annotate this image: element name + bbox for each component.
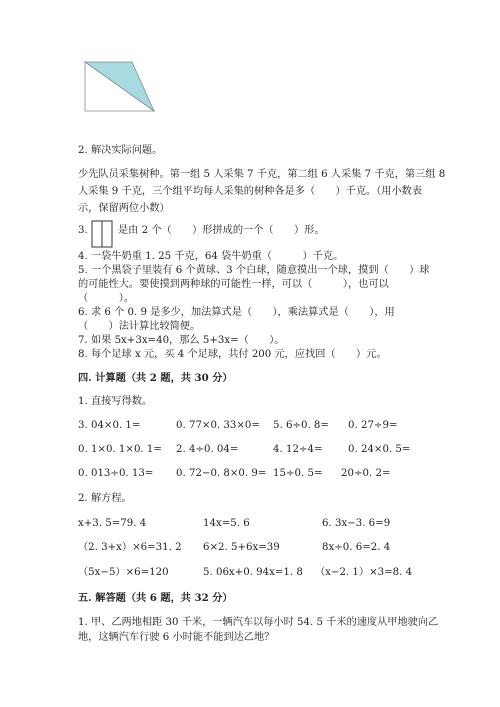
q2-line-1: 少先队员采集树种。第一组 5 人采集 7 千克，第二组 6 人采集 7 千克，第三组 8 [78, 169, 446, 180]
q3-number: 3. [78, 225, 88, 236]
s5-q1-line-1: 1. 甲、乙两地相距 30 千米，一辆汽车以每小时 54. 5 千米的速度从甲地驶向乙 [78, 617, 439, 628]
q5-line-3: （ ）。 [78, 293, 135, 304]
calc-item: 0. 72−0. 8×0. 9= [176, 468, 267, 479]
calc-item: 0. 77×0. 33×0= [176, 420, 260, 431]
equation-item: 5. 06x+0. 94x=1. 8 [203, 567, 303, 578]
q2-line-3: 示，保留两位小数） [78, 203, 170, 214]
s5-q1-line-2: 地，这辆汽车行驶 6 小时能不能到达乙地？ [78, 632, 275, 643]
equation-item: （x−2. 1）×3=8. 4 [315, 567, 413, 578]
calc-item: 5. 6÷0. 8= [273, 420, 329, 431]
equation-item: 14x=5. 6 [203, 518, 250, 529]
calc-item: 4. 12÷4= [273, 444, 323, 455]
q5-line-2: 的可能性大。要使摸到两种球的可能性一样，可以（ ），也可以 [78, 279, 389, 290]
q5-line-1: 5. 一个黑袋子里装有 6 个黄球、3 个白球，随意摸出一个球，摸到（ ）球 [78, 265, 430, 276]
calc-item: 0. 27÷9= [348, 420, 398, 431]
section-5-heading: 五. 解答题（共 6 题，共 32 分） [78, 592, 233, 604]
q8: 8. 每个足球 x 元，买 4 个足球，共付 200 元，应找回（ ）元。 [78, 349, 387, 360]
section-4-heading: 四. 计算题（共 2 题，共 30 分） [78, 372, 233, 384]
calc-item: 3. 04×0. 1= [78, 420, 141, 431]
parallelogram-figure [78, 60, 158, 116]
calc-item: 0. 013÷0. 13= [78, 468, 154, 479]
q2-line-2: 人采集 9 千克，三个组平均每人采集的树种各是多（ ）千克。（用小数表 [78, 186, 423, 197]
equation-item: 8x÷0. 6=2. 4 [322, 542, 391, 553]
rectangle-left [92, 221, 102, 247]
q3-text: 是由 2 个（ ）形拼成的一个（ ）形。 [118, 225, 325, 236]
calc-item: 0. 1×0. 1×0. 1= [78, 444, 162, 455]
section-4-sub-1: 1. 直接写得数。 [78, 396, 153, 407]
section-4-sub-2: 2. 解方程。 [78, 493, 132, 504]
equation-item: x+3. 5=79. 4 [78, 518, 147, 529]
q4: 4. 一袋牛奶重 1. 25 千克，64 袋牛奶重（ ）千克。 [78, 251, 344, 262]
q7: 7. 如果 5x+3x=40，那么 5+3x=（ ）。 [78, 335, 285, 346]
q6-line-2: （ ）法计算比较简便。 [78, 321, 201, 332]
two-rectangles-figure [91, 220, 113, 248]
rectangle-right [102, 221, 112, 247]
equation-item: （2. 3+x）×6=31. 2 [78, 542, 182, 553]
equation-item: 6. 3x−3. 6=9 [322, 518, 391, 529]
calc-item: 2. 4÷0. 04= [176, 444, 239, 455]
q6-line-1: 6. 求 6 个 0. 9 是多少，加法算式是（ ），乘法算式是（ ），用 [78, 307, 395, 318]
equation-item: 6×2. 5+6x=39 [203, 542, 280, 553]
q2-title: 2. 解决实际问题。 [78, 145, 163, 156]
calc-item: 0. 24×0. 5= [348, 444, 411, 455]
equation-item: （5x−5）×6=120 [78, 567, 169, 578]
calc-item: 15÷0. 5= [273, 468, 323, 479]
calc-item: 20÷0. 2= [341, 468, 391, 479]
